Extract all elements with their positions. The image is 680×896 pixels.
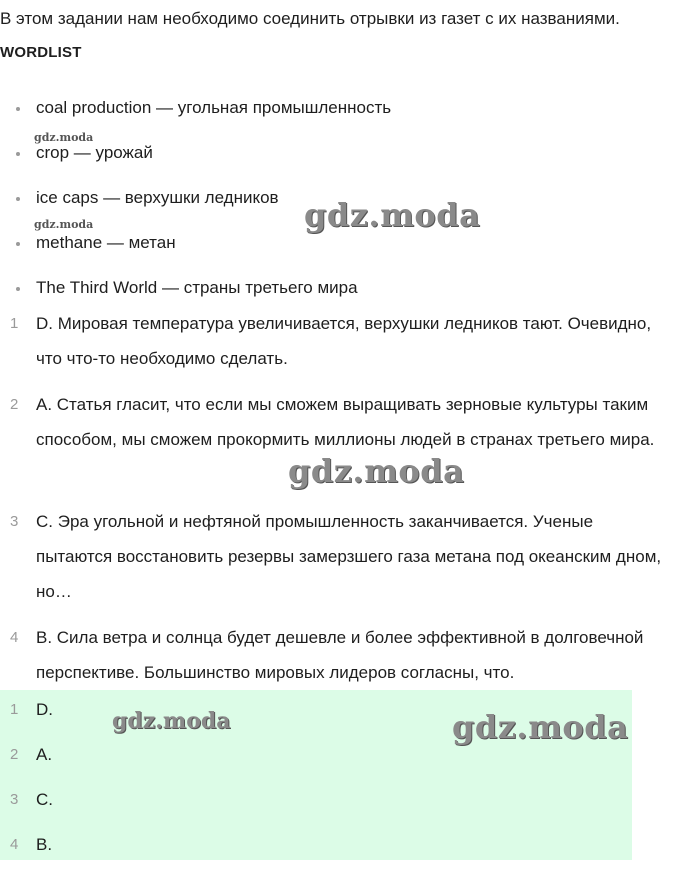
watermark: gdz.moda <box>34 131 94 144</box>
task-text: C. Эра угольной и нефтяной промышленность заканчивается. Ученые пытаются восстановить резервы замерзшего газа метана под океанским дном, но… <box>36 512 662 601</box>
answer-number: 3 <box>10 791 19 808</box>
answer-text: D. <box>36 700 53 719</box>
watermark: gdz.moda <box>34 218 94 231</box>
task-number: 2 <box>10 396 19 413</box>
intro-text: В этом задании нам необходимо соединить отрывки из газет с их названиями. <box>0 9 620 28</box>
bullet-icon <box>16 197 20 201</box>
task-item <box>10 306 670 376</box>
task-number: 4 <box>10 629 19 646</box>
watermark: gdz.moda <box>288 452 465 490</box>
wordlist-item-text: methane — метан <box>36 233 176 252</box>
task-text: A. Статья гласит, что если мы сможем выращивать зерновые культуры таким способом, мы сможем прокормить миллионы людей в странах третьего мира. <box>36 395 655 449</box>
task-item <box>10 504 670 609</box>
bullet-icon <box>16 242 20 246</box>
task-item <box>10 620 670 690</box>
answer-text: A. <box>36 745 53 764</box>
wordlist-item-text: ice caps — верхушки ледников <box>36 188 279 207</box>
bullet-icon <box>16 152 20 156</box>
answer-text: B. <box>36 835 53 854</box>
task-number: 3 <box>10 513 19 530</box>
watermark: gdz.moda <box>304 196 481 234</box>
wordlist-item-text: The Third World — страны третьего мира <box>36 278 358 297</box>
answer-text: C. <box>36 790 53 809</box>
task-number: 1 <box>10 315 19 332</box>
wordlist-title: WORDLIST <box>0 44 82 61</box>
answer-number: 4 <box>10 836 19 853</box>
task-text: B. Сила ветра и солнца будет дешевле и более эффективной в долговечной перспективе. Большинство мировых лидеров согласны, что. <box>36 628 644 682</box>
watermark: gdz.moda <box>112 708 231 734</box>
answer-number: 2 <box>10 746 19 763</box>
wordlist-item-text: crop — урожай <box>36 143 153 162</box>
task-text: D. Мировая температура увеличивается, верхушки ледников тают. Очевидно, что что-то необходимо сделать. <box>36 314 652 368</box>
watermark: gdz.moda <box>452 708 629 746</box>
wordlist-item-text: coal production — угольная промышленность <box>36 98 392 117</box>
answer-number: 1 <box>10 701 19 718</box>
bullet-icon <box>16 287 20 291</box>
bullet-icon <box>16 107 20 111</box>
